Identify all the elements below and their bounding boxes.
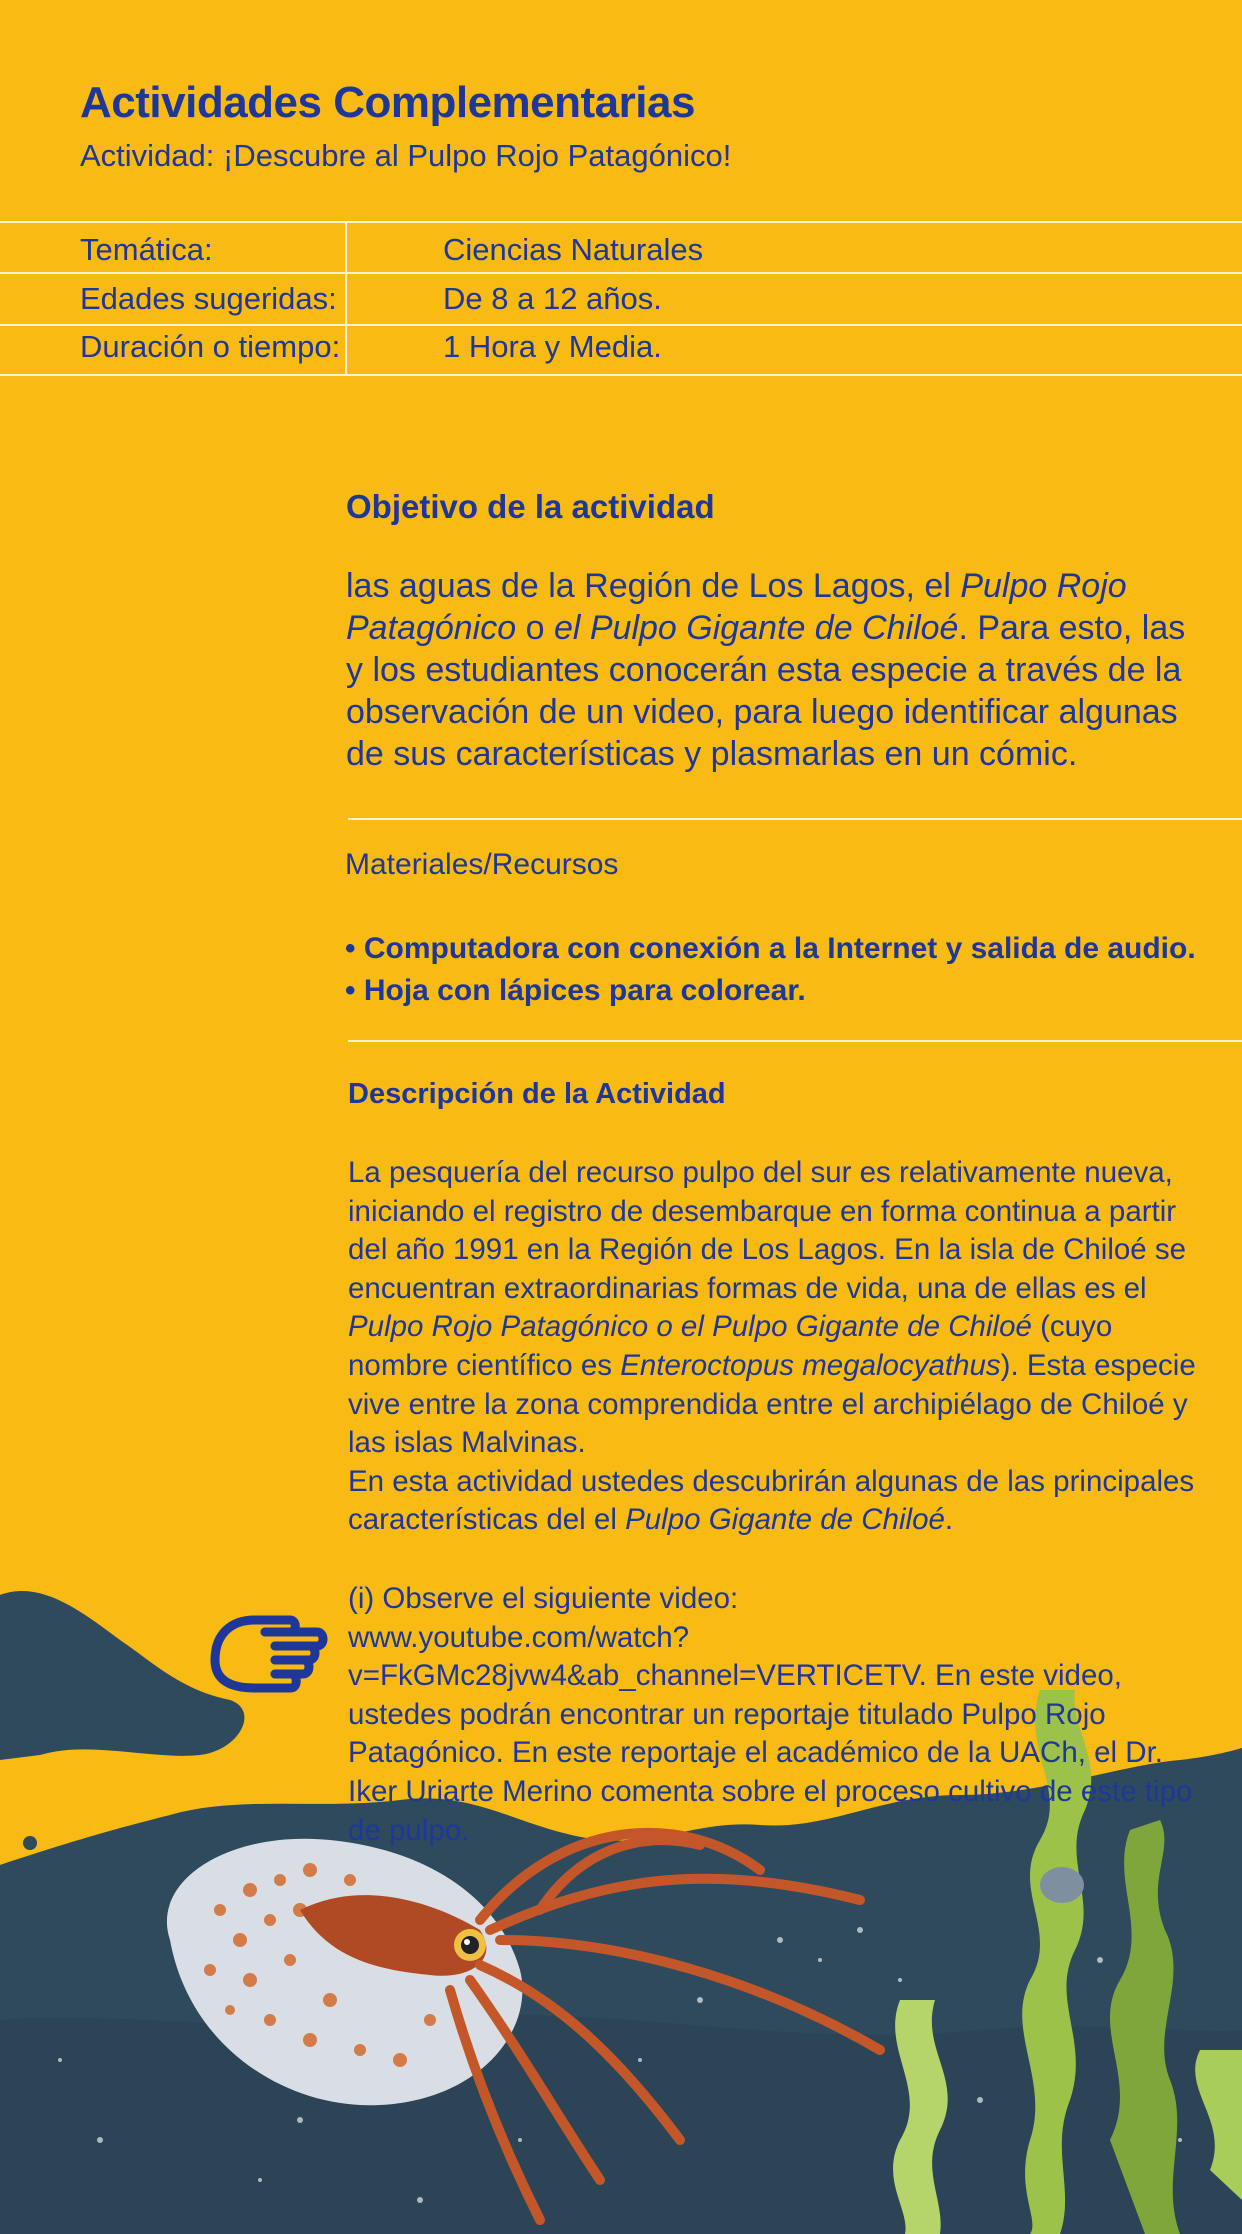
objective-heading: Objetivo de la actividad xyxy=(346,488,715,525)
text-part: La pesquería del recurso pulpo del sur es relativamente nueva, iniciando el registro de desembarque en forma continua a partir del año 1991 en la Región de Los Lagos. En la isla de Chiloé se encuentran extraordinarias formas de vida, una de ellas es el xyxy=(348,1156,1187,1305)
table-rule xyxy=(0,374,1242,376)
video-instructions xyxy=(348,1580,1208,1850)
pointing-hand-icon xyxy=(205,1610,330,1710)
video-intro: (i) Observe el siguiente video: xyxy=(348,1582,739,1615)
table-rule xyxy=(0,324,1242,326)
list-item: • Computadora con conexión a la Internet y salida de audio. xyxy=(345,932,1196,965)
table-value-tematica: Ciencias Naturales xyxy=(443,232,704,267)
scientific-name-italic: Enteroctopus megalocyathus xyxy=(620,1348,1001,1382)
table-value-duracion: 1 Hora y Media. xyxy=(443,329,662,364)
table-label-duracion: Duración o tiempo: xyxy=(80,329,341,364)
materials-heading: Materiales/Recursos xyxy=(345,848,619,881)
section-divider xyxy=(348,1040,1242,1042)
activity-subtitle: Actividad: ¡Descubre al Pulpo Rojo Patagónico! xyxy=(80,138,732,173)
description-paragraph xyxy=(348,1154,1203,1463)
section-divider xyxy=(348,818,1242,820)
table-divider xyxy=(345,221,347,376)
description-heading: Descripción de la Actividad xyxy=(348,1078,726,1110)
table-rule xyxy=(0,272,1242,274)
table-label-edades: Edades sugeridas: xyxy=(80,281,337,316)
video-description: . En este video, ustedes podrán encontrar un reportaje titulado Pulpo Rojo Patagónico. En este reportaje el académico de la UACh, el Dr. Iker Uriarte Merino comenta sobre el proceso cultivo de este tipo de pulpo. xyxy=(348,1659,1193,1847)
species-name-italic: Pulpo Rojo Patagónico xyxy=(346,567,1127,647)
species-alt-name-italic: el Pulpo Gigante de Chiloé xyxy=(553,609,959,647)
description-paragraph xyxy=(348,1463,1203,1540)
description-body xyxy=(348,1154,1203,1540)
species-name-italic: Pulpo Gigante de Chiloé xyxy=(625,1503,945,1537)
objective-text-part: o xyxy=(516,609,554,647)
species-name-italic: Pulpo Rojo Patagónico o el Pulpo Gigante de Chiloé xyxy=(348,1310,1032,1344)
table-value-edades: De 8 a 12 años. xyxy=(443,281,662,316)
text-part: (cuyo nombre científico es xyxy=(348,1310,1113,1382)
page-title: Actividades Complementarias xyxy=(80,78,695,127)
objective-text xyxy=(346,565,1206,775)
materials-list xyxy=(345,928,1196,1012)
list-item: • Hoja con lápices para colorear. xyxy=(345,974,806,1007)
table-rule xyxy=(0,221,1242,223)
objective-text-part: las aguas de la Región de Los Lagos, el xyxy=(346,567,961,605)
text-part: . xyxy=(944,1503,954,1537)
text-part: En esta actividad ustedes descubrirán algunas de las principales características del el xyxy=(348,1464,1195,1537)
objective-text-part: . Para esto, las y los estudiantes conocerán esta especie a través de la observación de un video, para luego identificar algunas de sus características y plasmarlas en un cómic. xyxy=(346,609,1186,773)
text-part: ). Esta especie vive entre la zona comprendida entre el archipiélago de Chiloé y las islas Malvinas. xyxy=(348,1348,1196,1460)
table-label-tematica: Temática: xyxy=(80,232,213,267)
video-link[interactable]: www.youtube.com/watch?v=FkGMc28jvw4&ab_channel=VERTICETV xyxy=(348,1620,919,1693)
